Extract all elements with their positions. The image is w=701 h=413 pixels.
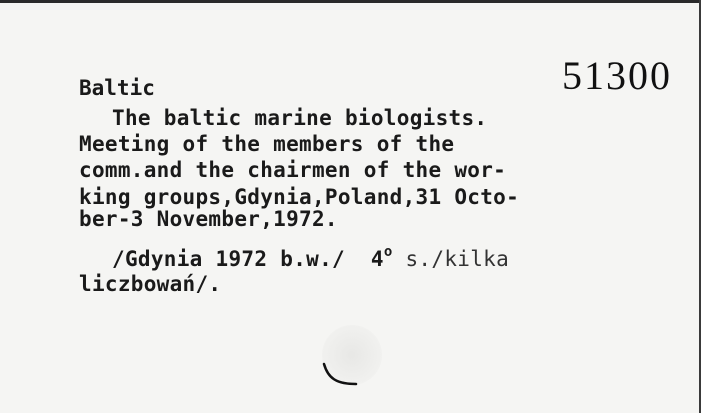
publication-line bbox=[112, 244, 510, 271]
entry-line-2: Meeting of the members of the bbox=[79, 132, 455, 156]
entry-line-5: ber-3 November,1972. bbox=[79, 207, 338, 231]
entry-line-1: The baltic marine biologists. bbox=[112, 106, 488, 130]
publication-line-2: liczbowań/. bbox=[79, 272, 222, 296]
card-top-edge bbox=[0, 0, 701, 3]
catalog-number: 51300 bbox=[562, 53, 672, 98]
entry-line-4: king groups,Gdynia,Poland,31 Octo- bbox=[79, 185, 520, 209]
publication-text: /Gdynia 1972 b.w./ 4 bbox=[112, 247, 384, 271]
entry-line-3: comm.and the chairmen of the wor- bbox=[79, 158, 507, 182]
pencil-mark-icon bbox=[322, 360, 362, 390]
subject-heading: Baltic bbox=[79, 76, 155, 100]
publication-tail: s./kilka bbox=[392, 247, 510, 271]
format-degree: o bbox=[383, 244, 393, 260]
